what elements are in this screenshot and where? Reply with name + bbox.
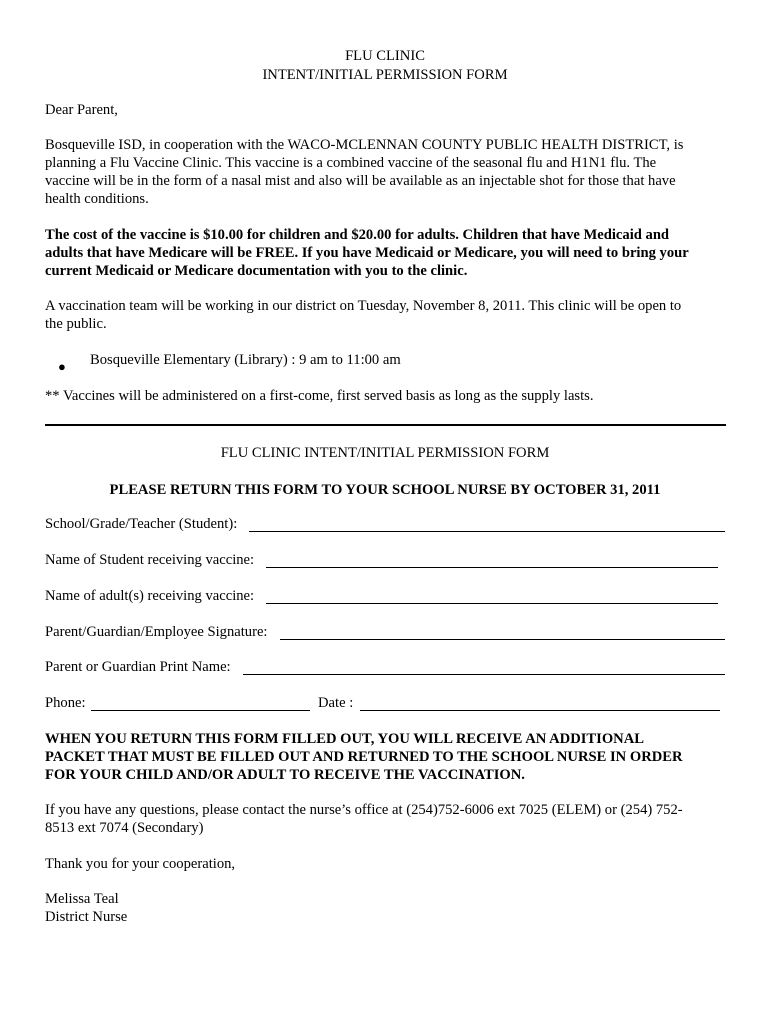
student-name-field[interactable]: [45, 551, 718, 569]
fill-line[interactable]: [266, 567, 718, 568]
field-label: Name of adult(s) receiving vaccine:: [45, 588, 255, 604]
paragraph-line: A vaccination team will be working in our district on Tuesday, November 8, 2011. This clinic will be open to: [45, 298, 682, 314]
paragraph-line: vaccine will be in the form of a nasal mist and also will be available as an injectable shot for those that have: [45, 173, 676, 189]
field-label: Parent/Guardian/Employee Signature:: [45, 624, 268, 640]
bullet-icon: ●: [58, 359, 66, 374]
fill-line[interactable]: [249, 531, 725, 532]
school-grade-teacher-field[interactable]: [45, 515, 725, 533]
closing-line: Thank you for your cooperation,: [45, 856, 236, 872]
print-name-field[interactable]: [45, 658, 725, 676]
paragraph-line: current Medicaid or Medicare documentation with you to the clinic.: [45, 263, 468, 279]
field-label: Phone:: [45, 695, 86, 711]
notice-line: FOR YOUR CHILD AND/OR ADULT TO RECEIVE THE VACCINATION.: [45, 767, 525, 783]
adult-names-field[interactable]: [45, 587, 718, 605]
supply-note: ** Vaccines will be administered on a first-come, first served basis as long as the supply lasts.: [45, 388, 594, 404]
paragraph-line: health conditions.: [45, 191, 149, 207]
paragraph-line: adults that have Medicare will be FREE. If you have Medicaid or Medicare, you will need to bring your: [45, 245, 689, 261]
fill-line[interactable]: [280, 639, 725, 640]
greeting: Dear Parent,: [45, 102, 118, 118]
phone-field[interactable]: [45, 694, 310, 712]
fill-line[interactable]: [91, 710, 310, 711]
section-divider: [45, 424, 726, 426]
return-instruction: PLEASE RETURN THIS FORM TO YOUR SCHOOL NURSE BY OCTOBER 31, 2011: [109, 482, 661, 498]
field-label: School/Grade/Teacher (Student):: [45, 516, 238, 532]
paragraph-line: the public.: [45, 316, 107, 332]
paragraph-line: If you have any questions, please contact the nurse’s office at (254)752-6006 ext 7025 (ELEM) or (254) 752-: [45, 802, 683, 818]
date-field[interactable]: [318, 694, 720, 712]
paragraph-line: Bosqueville ISD, in cooperation with the WACO-MCLENNAN COUNTY PUBLIC HEALTH DISTRICT, is: [45, 137, 684, 153]
signer-name: Melissa Teal: [45, 891, 119, 907]
field-label: Parent or Guardian Print Name:: [45, 659, 231, 675]
fill-line[interactable]: [243, 674, 725, 675]
signer-title: District Nurse: [45, 909, 128, 925]
paragraph-line: The cost of the vaccine is $10.00 for children and $20.00 for adults. Children that have Medicaid and: [45, 227, 670, 243]
document-subtitle: INTENT/INITIAL PERMISSION FORM: [262, 67, 508, 83]
notice-line: WHEN YOU RETURN THIS FORM FILLED OUT, YOU WILL RECEIVE AN ADDITIONAL: [45, 731, 644, 747]
fill-line[interactable]: [266, 603, 718, 604]
fill-line[interactable]: [360, 710, 720, 711]
signature-field[interactable]: [45, 623, 725, 641]
clinic-location-item: Bosqueville Elementary (Library) : 9 am to 11:00 am: [90, 352, 401, 368]
notice-line: PACKET THAT MUST BE FILLED OUT AND RETURNED TO THE SCHOOL NURSE IN ORDER: [45, 749, 683, 765]
field-label: Date :: [318, 695, 354, 711]
form-title: FLU CLINIC INTENT/INITIAL PERMISSION FORM: [220, 445, 550, 461]
paragraph-line: planning a Flu Vaccine Clinic. This vaccine is a combined vaccine of the seasonal flu and H1N1 flu. The: [45, 155, 657, 171]
document-title: FLU CLINIC: [345, 48, 425, 64]
paragraph-line: 8513 ext 7074 (Secondary): [45, 820, 204, 836]
field-label: Name of Student receiving vaccine:: [45, 552, 255, 568]
